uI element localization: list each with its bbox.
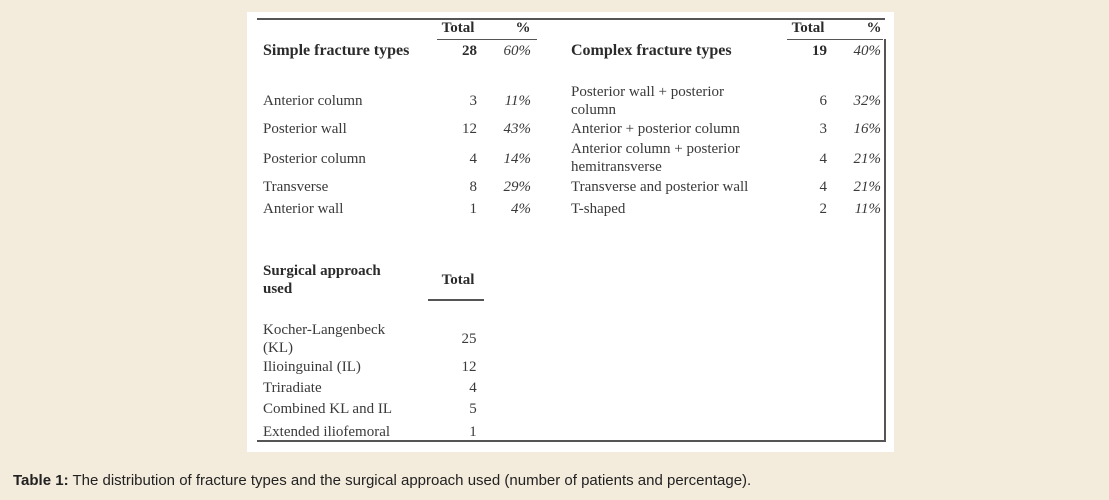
complex-row-n: 4 (819, 151, 827, 167)
simple-row-label: Anterior wall (263, 201, 344, 217)
caption-text: The distribution of fracture types and the surgical approach used (number of patients and percentage). (68, 472, 752, 489)
simple-row-pct: 29% (503, 179, 531, 195)
surgical-row-n: 1 (469, 424, 477, 440)
surgical-approach-title: Surgical approach (263, 263, 381, 279)
simple-pct: 60% (503, 43, 531, 59)
table-caption (13, 472, 751, 489)
complex-row-pct: 16% (853, 121, 881, 137)
simple-row-pct: 14% (503, 151, 531, 167)
surgical-row-label-cont: (KL) (263, 340, 293, 356)
complex-row-n: 2 (819, 201, 827, 217)
table-figure (247, 12, 894, 452)
simple-row-label: Posterior column (263, 151, 366, 167)
simple-fracture-title: Simple fracture types (263, 42, 410, 59)
complex-row-label-cont: hemitransverse (571, 159, 662, 175)
surgical-row-n: 25 (461, 331, 477, 347)
simple-row-n: 1 (469, 201, 477, 217)
complex-row-n: 4 (819, 179, 827, 195)
simple-pct-header: % (515, 20, 531, 36)
complex-row-label: T-shaped (571, 201, 626, 217)
complex-header-rule (787, 39, 883, 40)
surgical-row-label: Kocher-Langenbeck (263, 322, 386, 338)
complex-row-label: Anterior + posterior column (571, 121, 740, 137)
surgical-row-label: Ilioinguinal (IL) (263, 359, 361, 375)
surgical-header-rule (428, 299, 484, 301)
simple-row-n: 4 (469, 151, 477, 167)
simple-row-n: 12 (462, 121, 477, 137)
complex-row-n: 6 (819, 93, 827, 109)
simple-row-label: Posterior wall (263, 121, 347, 137)
surgical-row-label: Triradiate (263, 380, 322, 396)
simple-row-n: 8 (469, 179, 477, 195)
surgical-row-label: Extended iliofemoral (263, 424, 391, 440)
surgical-row-n: 4 (469, 380, 477, 396)
simple-row-pct: 4% (511, 201, 531, 217)
complex-pct-header: % (866, 20, 882, 36)
complex-row-label: Anterior column + posterior (571, 141, 740, 157)
simple-total-header: Total (441, 20, 475, 36)
complex-row-pct: 21% (853, 179, 881, 195)
simple-row-label: Transverse (263, 179, 329, 195)
surgical-total-header: Total (441, 272, 475, 288)
complex-row-pct: 21% (853, 151, 881, 167)
complex-row-pct: 32% (853, 93, 881, 109)
complex-fracture-title: Complex fracture types (571, 42, 732, 59)
simple-header-rule (437, 39, 537, 40)
complex-pct: 40% (853, 43, 881, 59)
complex-total: 19 (812, 43, 827, 59)
complex-row-label: Posterior wall + posterior (571, 84, 725, 100)
simple-total: 28 (462, 43, 477, 59)
simple-row-n: 3 (469, 93, 477, 109)
complex-row-label-cont: column (571, 102, 616, 118)
surgical-approach-title-cont: used (263, 281, 293, 297)
simple-row-label: Anterior column (263, 93, 363, 109)
simple-row-pct: 43% (503, 121, 531, 137)
caption-label: Table 1: (13, 472, 69, 489)
complex-row-n: 3 (819, 121, 827, 137)
complex-total-header: Total (791, 20, 825, 36)
surgical-row-n: 5 (469, 401, 477, 417)
right-border (884, 39, 886, 442)
surgical-row-n: 12 (461, 359, 477, 375)
complex-row-label: Transverse and posterior wall (571, 179, 749, 195)
surgical-row-label: Combined KL and IL (263, 401, 393, 417)
complex-row-pct: 11% (854, 201, 881, 217)
simple-row-pct: 11% (504, 93, 531, 109)
